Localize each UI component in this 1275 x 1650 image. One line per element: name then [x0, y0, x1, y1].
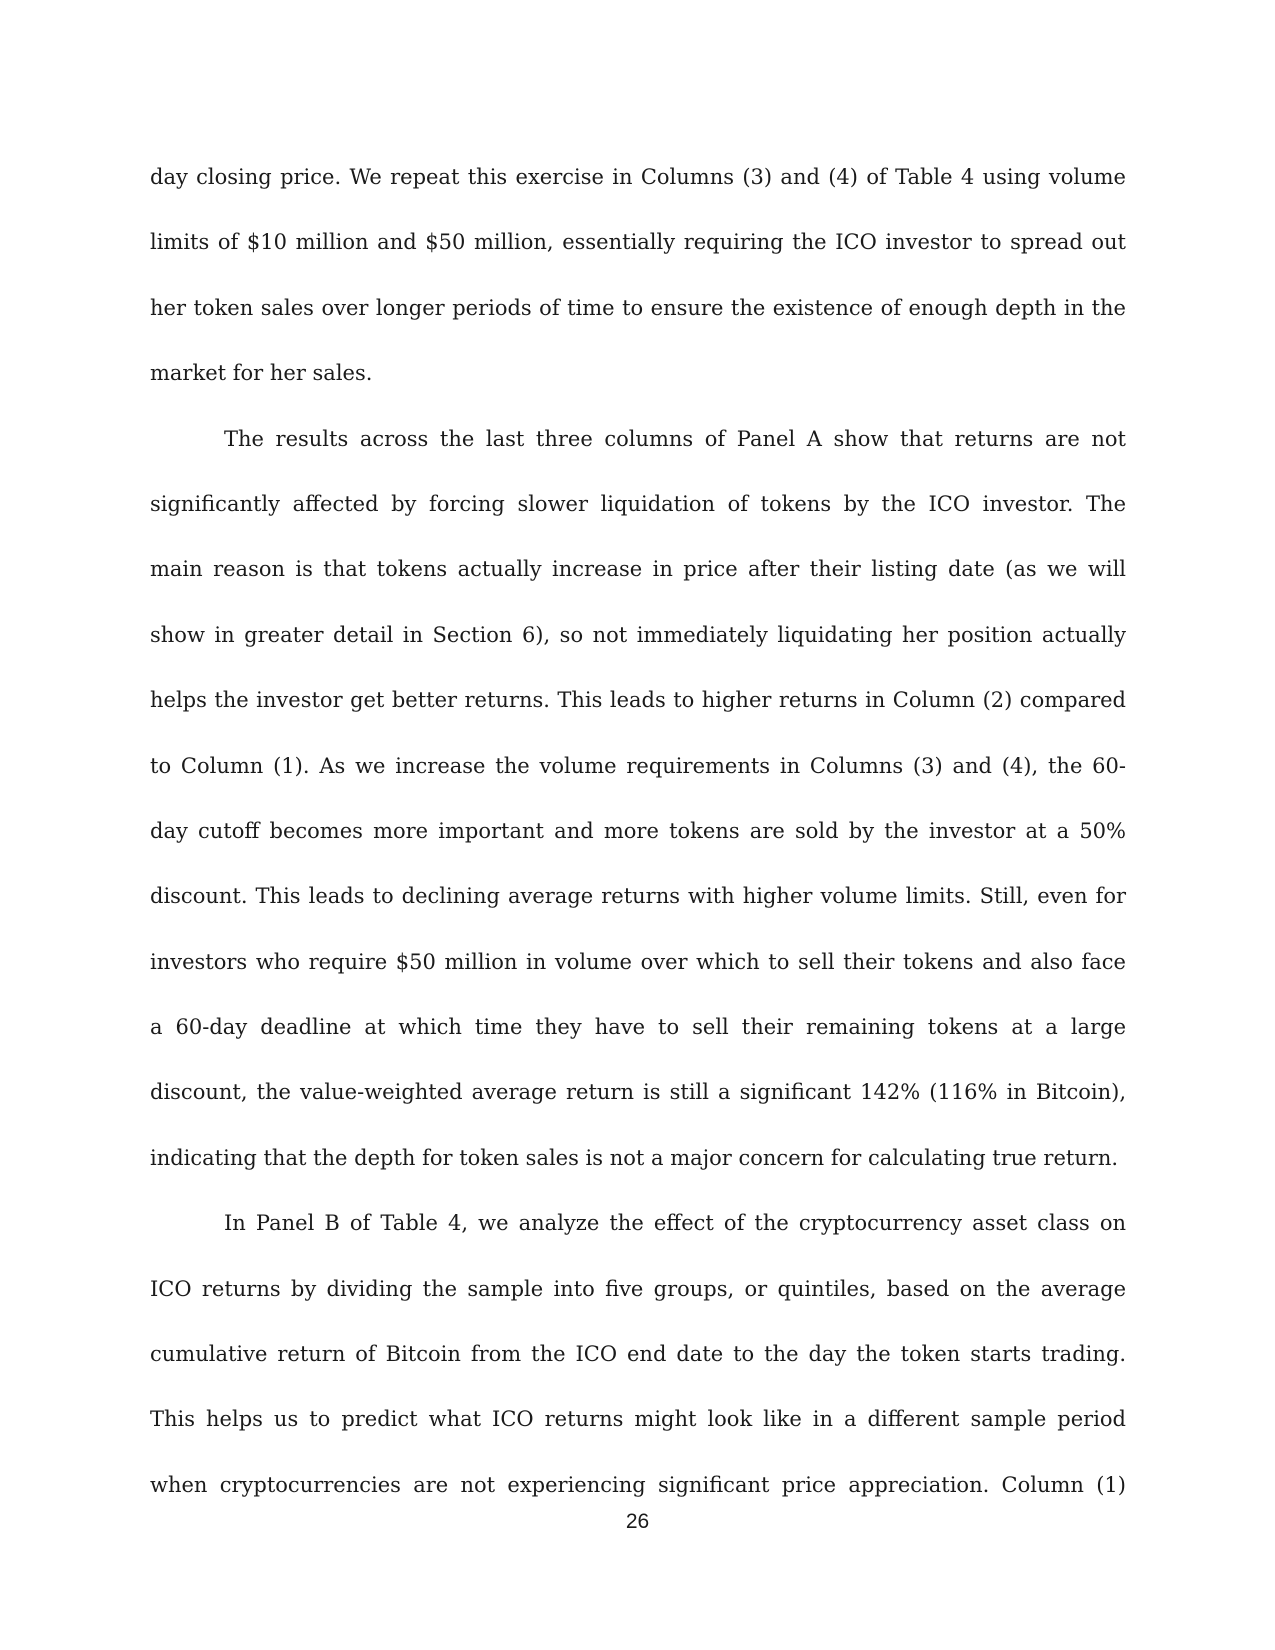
text-line: cumulative return of Bitcoin from the ICO end date to the day the token starts trading.: [150, 1342, 1126, 1367]
text-line: discount. This leads to declining average returns with higher volume limits. Still, even for: [150, 884, 1126, 909]
text-line: This helps us to predict what ICO returns might look like in a different sample period: [150, 1407, 1126, 1432]
text-line: In Panel B of Table 4, we analyze the effect of the cryptocurrency asset class on: [224, 1211, 1126, 1236]
text-line: significantly affected by forcing slower liquidation of tokens by the ICO investor. The: [150, 491, 1126, 516]
text-line: when cryptocurrencies are not experiencing significant price appreciation. Column (1): [150, 1472, 1126, 1497]
body-text: [150, 145, 1126, 1518]
text-line: limits of $10 million and $50 million, essentially requiring the ICO investor to spread out: [150, 230, 1126, 255]
paragraph-results: [150, 407, 1126, 1192]
paragraph-continuation: [150, 145, 1126, 407]
text-line: investors who require $50 million in volume over which to sell their tokens and also face: [150, 949, 1126, 974]
text-line: The results across the last three columns of Panel A show that returns are not: [224, 426, 1126, 451]
text-line: market for her sales.: [150, 361, 373, 386]
text-line: a 60-day deadline at which time they have to sell their remaining tokens at a large: [150, 1015, 1126, 1040]
text-line: show in greater detail in Section 6), so not immediately liquidating her position actually: [150, 622, 1126, 647]
text-line: day cutoff becomes more important and more tokens are sold by the investor at a 50%: [150, 818, 1126, 843]
page-number: 26: [625, 1510, 650, 1533]
text-line: main reason is that tokens actually increase in price after their listing date (as we will: [150, 557, 1126, 582]
text-line: ICO returns by dividing the sample into five groups, or quintiles, based on the average: [150, 1276, 1126, 1301]
text-line: day closing price. We repeat this exercise in Columns (3) and (4) of Table 4 using volume: [150, 165, 1126, 189]
text-line: her token sales over longer periods of time to ensure the existence of enough depth in the: [150, 295, 1126, 320]
text-line: to Column (1). As we increase the volume requirements in Columns (3) and (4), the 60-: [150, 753, 1126, 778]
text-line: helps the investor get better returns. This leads to higher returns in Column (2) compared: [150, 688, 1126, 713]
text-line: discount, the value-weighted average return is still a significant 142% (116% in Bitcoin),: [150, 1080, 1126, 1105]
paragraph-panel-b: [150, 1191, 1126, 1518]
text-line: indicating that the depth for token sales is not a major concern for calculating true return.: [150, 1145, 1119, 1170]
